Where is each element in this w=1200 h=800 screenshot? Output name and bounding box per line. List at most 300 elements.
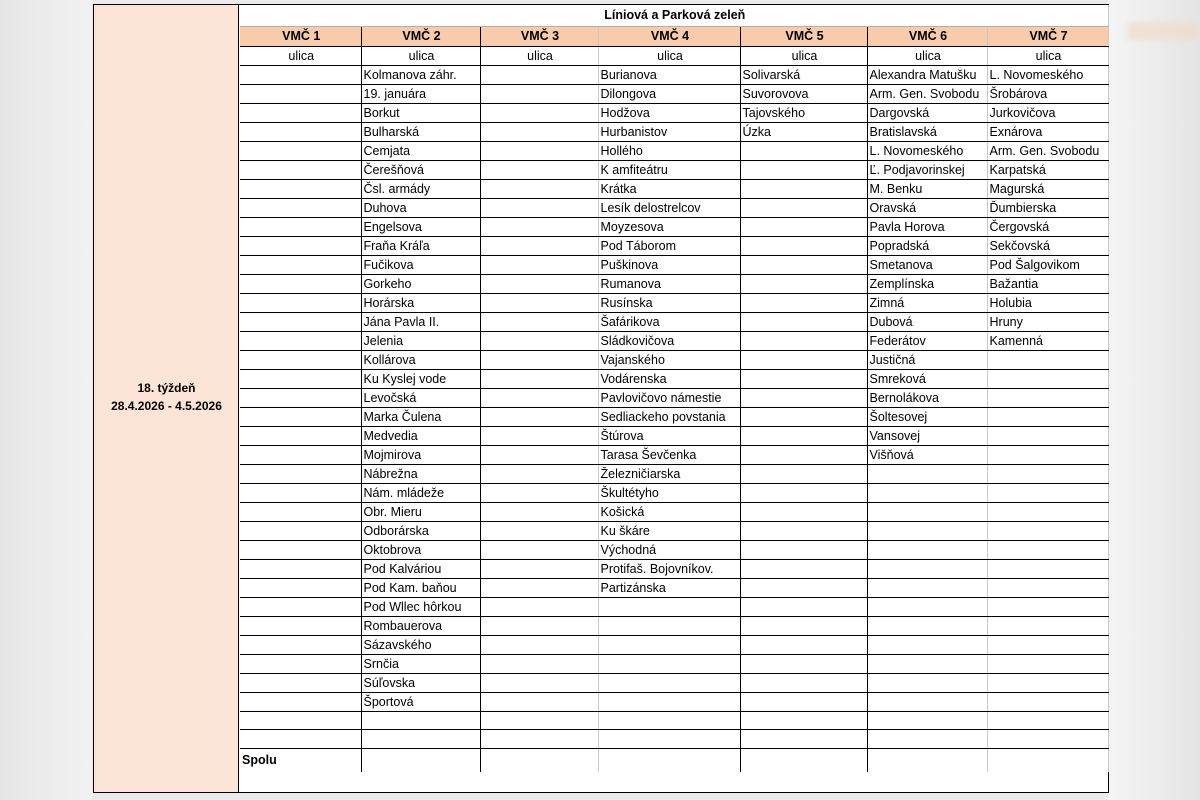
street-cell[interactable]: Srnčia [361, 654, 480, 673]
street-cell[interactable]: Bažantia [987, 274, 1108, 293]
street-cell[interactable] [740, 198, 867, 217]
street-cell[interactable] [740, 730, 867, 749]
street-cell[interactable] [740, 369, 867, 388]
street-cell[interactable] [740, 331, 867, 350]
street-cell[interactable]: Rumanova [598, 274, 740, 293]
street-cell[interactable] [480, 483, 598, 502]
street-cell[interactable] [987, 692, 1108, 711]
street-cell[interactable]: Čsl. armády [361, 179, 480, 198]
street-cell[interactable]: Nábrežna [361, 464, 480, 483]
street-cell[interactable]: Smetanova [867, 255, 987, 274]
street-cell[interactable] [987, 483, 1108, 502]
table-row [240, 635, 1108, 654]
street-cell[interactable] [598, 654, 740, 673]
street-cell[interactable] [740, 673, 867, 692]
street-cell[interactable] [740, 597, 867, 616]
street-cell[interactable]: Šafárikova [598, 312, 740, 331]
street-cell[interactable] [598, 711, 740, 730]
street-cell[interactable] [740, 540, 867, 559]
table-row [240, 122, 1108, 141]
street-cell[interactable]: Borkut [361, 103, 480, 122]
street-cell[interactable] [480, 388, 598, 407]
street-cell[interactable]: Pod Šalgovikom [987, 255, 1108, 274]
column-header-vmc4: VMČ 4 [598, 26, 740, 46]
street-cell[interactable] [480, 198, 598, 217]
street-cell[interactable]: Pod Kam. baňou [361, 578, 480, 597]
street-cell[interactable]: Pod Wllec hôrkou [361, 597, 480, 616]
street-cell[interactable] [240, 502, 361, 521]
street-cell[interactable]: Engelsova [361, 217, 480, 236]
street-cell[interactable] [740, 388, 867, 407]
subheader-row [240, 46, 1108, 65]
street-cell[interactable] [598, 616, 740, 635]
street-cell[interactable]: Vodárenska [598, 369, 740, 388]
table-row [240, 217, 1108, 236]
street-cell[interactable] [740, 407, 867, 426]
street-cell[interactable]: Moyzesova [598, 217, 740, 236]
street-cell[interactable]: Holubia [987, 293, 1108, 312]
street-cell[interactable] [598, 597, 740, 616]
street-cell[interactable]: Sedliackeho povstania [598, 407, 740, 426]
street-cell[interactable] [240, 407, 361, 426]
street-cell[interactable] [740, 464, 867, 483]
schedule-table [240, 5, 1109, 772]
total-cell[interactable] [480, 748, 598, 772]
street-cell[interactable] [740, 711, 867, 730]
street-cell[interactable]: Pavlovičovo námestie [598, 388, 740, 407]
street-cell[interactable]: L. Novomeského [867, 141, 987, 160]
street-cell[interactable] [240, 597, 361, 616]
street-cell[interactable] [867, 635, 987, 654]
street-cell[interactable] [598, 692, 740, 711]
street-cell[interactable] [480, 312, 598, 331]
street-cell[interactable] [480, 426, 598, 445]
street-cell[interactable] [480, 711, 598, 730]
street-cell[interactable] [740, 255, 867, 274]
street-cell[interactable] [240, 293, 361, 312]
total-cell[interactable] [867, 748, 987, 772]
table-row [240, 103, 1108, 122]
street-cell[interactable]: Suvorovova [740, 84, 867, 103]
street-cell[interactable]: Mojmirova [361, 445, 480, 464]
street-cell[interactable] [987, 521, 1108, 540]
street-cell[interactable]: Dilongova [598, 84, 740, 103]
street-cell[interactable] [480, 274, 598, 293]
street-cell[interactable]: Višňová [867, 445, 987, 464]
street-cell[interactable] [480, 407, 598, 426]
table-row [240, 559, 1108, 578]
street-cell[interactable] [240, 426, 361, 445]
street-cell[interactable]: Pod Kalváriou [361, 559, 480, 578]
street-cell[interactable] [740, 521, 867, 540]
column-header-vmc6: VMČ 6 [867, 26, 987, 46]
street-cell[interactable] [240, 312, 361, 331]
street-cell[interactable] [240, 635, 361, 654]
table-row [240, 293, 1108, 312]
street-cell[interactable]: Sekčovská [987, 236, 1108, 255]
street-cell[interactable] [480, 84, 598, 103]
street-cell[interactable]: L. Novomeského [987, 65, 1108, 84]
street-cell[interactable]: Popradská [867, 236, 987, 255]
table-row [240, 616, 1108, 635]
street-cell[interactable]: Medvedia [361, 426, 480, 445]
street-cell[interactable] [240, 160, 361, 179]
street-cell[interactable]: Alexandra Matušku [867, 65, 987, 84]
street-cell[interactable]: Kolmanova záhr. [361, 65, 480, 84]
subheader-cell-vmc6: ulica [867, 46, 987, 65]
street-cell[interactable] [480, 559, 598, 578]
street-cell[interactable] [740, 502, 867, 521]
street-cell[interactable] [867, 597, 987, 616]
street-cell[interactable] [987, 464, 1108, 483]
table-row [240, 673, 1108, 692]
street-cell[interactable] [240, 369, 361, 388]
street-cell[interactable] [740, 483, 867, 502]
street-cell[interactable]: Hruny [987, 312, 1108, 331]
street-cell[interactable]: Oravská [867, 198, 987, 217]
table-row [240, 464, 1108, 483]
street-cell[interactable]: Odborárska [361, 521, 480, 540]
street-cell[interactable] [240, 65, 361, 84]
street-cell[interactable] [740, 179, 867, 198]
street-cell[interactable] [867, 654, 987, 673]
street-cell[interactable]: Čerešňová [361, 160, 480, 179]
street-cell[interactable] [480, 540, 598, 559]
subheader-cell-vmc3: ulica [480, 46, 598, 65]
street-cell[interactable] [480, 464, 598, 483]
street-cell[interactable] [480, 236, 598, 255]
total-cell[interactable] [598, 748, 740, 772]
street-cell[interactable] [987, 635, 1108, 654]
table-row [240, 502, 1108, 521]
street-cell[interactable]: Tarasa Ševčenka [598, 445, 740, 464]
street-cell[interactable]: Zimná [867, 293, 987, 312]
street-cell[interactable] [480, 616, 598, 635]
street-cell[interactable] [740, 578, 867, 597]
street-cell[interactable] [867, 502, 987, 521]
street-cell[interactable] [987, 578, 1108, 597]
column-header-vmc3: VMČ 3 [480, 26, 598, 46]
street-cell[interactable] [480, 521, 598, 540]
street-cell[interactable] [240, 559, 361, 578]
street-cell[interactable] [987, 711, 1108, 730]
street-cell[interactable] [740, 692, 867, 711]
street-cell[interactable]: Zemplínska [867, 274, 987, 293]
street-cell[interactable] [867, 616, 987, 635]
street-cell[interactable]: Dargovská [867, 103, 987, 122]
table-row [240, 331, 1108, 350]
street-cell[interactable] [740, 445, 867, 464]
street-cell[interactable] [240, 464, 361, 483]
street-cell[interactable] [987, 654, 1108, 673]
street-cell[interactable] [867, 483, 987, 502]
street-cell[interactable] [240, 331, 361, 350]
street-cell[interactable]: Levočská [361, 388, 480, 407]
street-cell[interactable] [987, 407, 1108, 426]
street-cell[interactable]: Burianova [598, 65, 740, 84]
street-cell[interactable]: Východná [598, 540, 740, 559]
street-cell[interactable] [480, 179, 598, 198]
table-row [240, 388, 1108, 407]
street-cell[interactable]: Federátov [867, 331, 987, 350]
street-cell[interactable] [740, 312, 867, 331]
street-cell[interactable]: Karpatská [987, 160, 1108, 179]
total-cell[interactable] [740, 748, 867, 772]
street-cell[interactable]: Nám. mládeže [361, 483, 480, 502]
table-row [240, 730, 1108, 749]
street-cell[interactable] [987, 388, 1108, 407]
street-cell[interactable]: Kamenná [987, 331, 1108, 350]
street-cell[interactable] [867, 464, 987, 483]
street-cell[interactable]: Pavla Horova [867, 217, 987, 236]
street-cell[interactable]: Jelenia [361, 331, 480, 350]
table-row [240, 312, 1108, 331]
street-cell[interactable] [987, 673, 1108, 692]
street-cell[interactable] [987, 350, 1108, 369]
street-cell[interactable] [240, 578, 361, 597]
street-cell[interactable] [987, 616, 1108, 635]
street-cell[interactable]: Vansovej [867, 426, 987, 445]
street-cell[interactable]: Partizánska [598, 578, 740, 597]
street-cell[interactable]: Ľ. Podjavorinskej [867, 160, 987, 179]
street-cell[interactable]: Horárska [361, 293, 480, 312]
street-cell[interactable]: Čergovská [987, 217, 1108, 236]
table-row [240, 160, 1108, 179]
street-cell[interactable] [480, 445, 598, 464]
street-cell[interactable] [480, 65, 598, 84]
header-row [240, 26, 1108, 46]
street-cell[interactable] [740, 236, 867, 255]
total-cell[interactable] [987, 748, 1108, 772]
street-cell[interactable] [240, 217, 361, 236]
street-cell[interactable] [740, 616, 867, 635]
street-cell[interactable]: Sázavského [361, 635, 480, 654]
table-row [240, 198, 1108, 217]
street-cell[interactable]: Marka Čulena [361, 407, 480, 426]
subheader-cell-vmc1: ulica [240, 46, 361, 65]
street-cell[interactable]: Bulharská [361, 122, 480, 141]
street-cell[interactable]: Úzka [740, 122, 867, 141]
street-cell[interactable]: Justičná [867, 350, 987, 369]
street-cell[interactable]: Tajovského [740, 103, 867, 122]
street-cell[interactable]: Fučikova [361, 255, 480, 274]
street-cell[interactable] [240, 236, 361, 255]
street-cell[interactable]: Hollého [598, 141, 740, 160]
street-cell[interactable] [740, 426, 867, 445]
street-cell[interactable]: Štúrova [598, 426, 740, 445]
street-cell[interactable] [480, 673, 598, 692]
street-cell[interactable] [480, 141, 598, 160]
street-cell[interactable] [740, 217, 867, 236]
street-cell[interactable] [240, 255, 361, 274]
street-cell[interactable] [987, 540, 1108, 559]
table-row [240, 711, 1108, 730]
street-cell[interactable] [867, 673, 987, 692]
street-cell[interactable] [480, 597, 598, 616]
street-cell[interactable] [240, 521, 361, 540]
street-cell[interactable]: M. Benku [867, 179, 987, 198]
street-cell[interactable]: Bratislavská [867, 122, 987, 141]
street-cell[interactable] [240, 274, 361, 293]
street-cell[interactable]: Krátka [598, 179, 740, 198]
street-cell[interactable]: K amfiteátru [598, 160, 740, 179]
street-cell[interactable] [240, 350, 361, 369]
street-cell[interactable] [480, 369, 598, 388]
street-cell[interactable]: Exnárova [987, 122, 1108, 141]
street-cell[interactable] [740, 559, 867, 578]
street-cell[interactable] [867, 559, 987, 578]
street-cell[interactable]: Šoltesovej [867, 407, 987, 426]
street-cell[interactable] [240, 711, 361, 730]
street-cell[interactable]: Rombauerova [361, 616, 480, 635]
street-cell[interactable]: Vajanského [598, 350, 740, 369]
street-cell[interactable] [867, 521, 987, 540]
street-cell[interactable]: Rusínska [598, 293, 740, 312]
street-cell[interactable]: Pod Táborom [598, 236, 740, 255]
street-cell[interactable] [740, 635, 867, 654]
street-cell[interactable] [240, 445, 361, 464]
week-column [94, 5, 239, 792]
street-cell[interactable]: Škultétyho [598, 483, 740, 502]
street-cell[interactable] [480, 635, 598, 654]
street-cell[interactable] [867, 578, 987, 597]
total-cell[interactable] [361, 748, 480, 772]
street-cell[interactable]: Ďumbierska [987, 198, 1108, 217]
street-cell[interactable] [480, 350, 598, 369]
street-cell[interactable] [240, 122, 361, 141]
street-cell[interactable] [480, 122, 598, 141]
street-cell[interactable]: Kollárova [361, 350, 480, 369]
street-cell[interactable] [987, 369, 1108, 388]
street-cell[interactable] [240, 540, 361, 559]
street-cell[interactable] [480, 654, 598, 673]
street-cell[interactable] [240, 616, 361, 635]
street-cell[interactable] [240, 103, 361, 122]
street-cell[interactable] [240, 179, 361, 198]
street-cell[interactable] [740, 160, 867, 179]
street-cell[interactable] [987, 426, 1108, 445]
street-cell[interactable]: Bernolákova [867, 388, 987, 407]
spreadsheet [93, 4, 1109, 793]
street-cell[interactable]: Arm. Gen. Svobodu [987, 141, 1108, 160]
street-cell[interactable]: Puškinova [598, 255, 740, 274]
total-label: Spolu [240, 748, 361, 772]
street-cell[interactable]: Duhova [361, 198, 480, 217]
street-cell[interactable] [867, 730, 987, 749]
street-cell[interactable] [480, 160, 598, 179]
street-cell[interactable]: Hurbanistov [598, 122, 740, 141]
street-cell[interactable] [240, 692, 361, 711]
street-cell[interactable]: 19. januára [361, 84, 480, 103]
week-number: 18. týždeň [137, 381, 196, 395]
street-cell[interactable] [740, 350, 867, 369]
column-header-vmc2: VMČ 2 [361, 26, 480, 46]
street-cell[interactable] [867, 692, 987, 711]
street-cell[interactable]: Ku Kyslej vode [361, 369, 480, 388]
table-row [240, 255, 1108, 274]
street-cell[interactable] [598, 730, 740, 749]
table-row [240, 65, 1108, 84]
street-cell[interactable] [240, 730, 361, 749]
street-cell[interactable]: Cemjata [361, 141, 480, 160]
street-cell[interactable]: Lesík delostrelcov [598, 198, 740, 217]
street-cell[interactable]: Jurkovičova [987, 103, 1108, 122]
street-cell[interactable] [480, 730, 598, 749]
table-row [240, 84, 1108, 103]
street-cell[interactable] [240, 141, 361, 160]
street-cell[interactable]: Arm. Gen. Svobodu [867, 84, 987, 103]
table-row [240, 236, 1108, 255]
week-range: 28.4.2026 - 4.5.2026 [111, 399, 222, 413]
street-cell[interactable] [480, 217, 598, 236]
street-cell[interactable] [361, 730, 480, 749]
total-row [240, 748, 1108, 772]
street-cell[interactable]: Gorkeho [361, 274, 480, 293]
street-cell[interactable]: Protifaš. Bojovníkov. [598, 559, 740, 578]
street-cell[interactable]: Solivarská [740, 65, 867, 84]
street-cell[interactable] [867, 540, 987, 559]
street-cell[interactable] [740, 274, 867, 293]
street-cell[interactable] [480, 578, 598, 597]
street-cell[interactable] [240, 388, 361, 407]
street-cell[interactable] [598, 635, 740, 654]
street-cell[interactable]: Smreková [867, 369, 987, 388]
street-cell[interactable] [598, 673, 740, 692]
street-cell[interactable]: Športová [361, 692, 480, 711]
street-cell[interactable] [987, 730, 1108, 749]
street-cell[interactable] [740, 654, 867, 673]
street-cell[interactable]: Magurská [987, 179, 1108, 198]
street-cell[interactable] [480, 255, 598, 274]
street-cell[interactable] [240, 654, 361, 673]
street-cell[interactable] [740, 141, 867, 160]
table-row [240, 692, 1108, 711]
street-cell[interactable] [867, 711, 987, 730]
street-cell[interactable]: Obr. Mieru [361, 502, 480, 521]
street-cell[interactable]: Oktobrova [361, 540, 480, 559]
street-cell[interactable] [987, 502, 1108, 521]
street-cell[interactable] [480, 293, 598, 312]
table-row [240, 521, 1108, 540]
street-cell[interactable]: Dubová [867, 312, 987, 331]
street-cell[interactable] [240, 198, 361, 217]
street-cell[interactable] [987, 597, 1108, 616]
street-cell[interactable] [480, 103, 598, 122]
street-cell[interactable] [480, 331, 598, 350]
street-cell[interactable]: Jána Pavla II. [361, 312, 480, 331]
street-cell[interactable]: Fraňa Kráľa [361, 236, 480, 255]
street-cell[interactable]: Šrobárova [987, 84, 1108, 103]
street-cell[interactable]: Košická [598, 502, 740, 521]
street-cell[interactable] [480, 502, 598, 521]
street-cell[interactable]: Hodžova [598, 103, 740, 122]
street-cell[interactable] [240, 483, 361, 502]
table-row [240, 540, 1108, 559]
street-cell[interactable]: Ku škáre [598, 521, 740, 540]
street-cell[interactable]: Železničiarska [598, 464, 740, 483]
table-row [240, 445, 1108, 464]
street-cell[interactable] [480, 692, 598, 711]
street-cell[interactable] [240, 673, 361, 692]
street-cell[interactable] [361, 711, 480, 730]
street-cell[interactable] [740, 293, 867, 312]
street-cell[interactable] [987, 559, 1108, 578]
street-cell[interactable] [987, 445, 1108, 464]
street-cell[interactable]: Súľovska [361, 673, 480, 692]
table-row [240, 407, 1108, 426]
street-cell[interactable] [240, 84, 361, 103]
street-cell[interactable]: Sládkovičova [598, 331, 740, 350]
